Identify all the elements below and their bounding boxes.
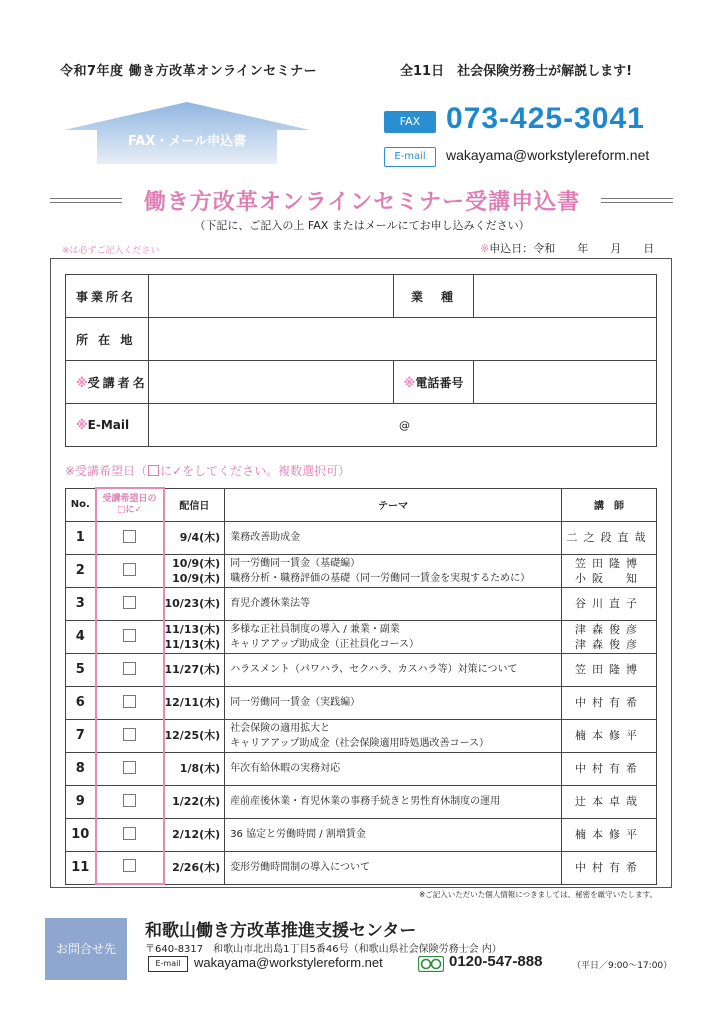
lecturer-cell	[562, 653, 657, 686]
lecturer-name: 津森俊彦	[575, 622, 643, 636]
applicant-info-table	[65, 274, 657, 447]
checkbox-cell	[96, 587, 164, 620]
address-field[interactable]	[149, 318, 657, 361]
row-number: 1	[66, 521, 96, 554]
lecturer-cell	[562, 785, 657, 818]
col-header-theme: テーマ	[225, 488, 562, 521]
lecturer-cell	[562, 554, 657, 587]
seminar-theme: 社会保険の適用拡大と	[230, 722, 331, 734]
checkbox-cell	[96, 620, 164, 653]
seminar-theme: 業務改善助成金	[230, 532, 301, 543]
theme-cell	[225, 521, 562, 554]
theme-cell	[225, 851, 562, 884]
lecturer-cell	[562, 521, 657, 554]
lecturer-cell	[562, 851, 657, 884]
row-number: 9	[66, 785, 96, 818]
lecturer-name: 小阪 知	[575, 571, 643, 585]
attend-checkbox[interactable]	[123, 859, 136, 872]
checkbox-cell	[96, 686, 164, 719]
attend-checkbox[interactable]	[123, 662, 136, 675]
col-header-date: 配信日	[164, 488, 225, 521]
theme-cell	[225, 686, 562, 719]
checkbox-cell	[96, 818, 164, 851]
lecturer-cell	[562, 719, 657, 752]
lecturer-name: 中村有希	[575, 696, 643, 709]
support-center-name: 和歌山働き方改革推進支援センター	[145, 921, 417, 941]
delivery-date: 10/9(木)	[172, 556, 221, 570]
preference-note-suffix: に✓をしてください。複数選択可）	[160, 464, 351, 478]
schedule-row	[66, 587, 657, 620]
schedule-row	[66, 851, 657, 884]
seminar-schedule-table	[65, 487, 657, 885]
delivery-date: 10/23(木)	[164, 597, 221, 610]
schedule-row	[66, 785, 657, 818]
lecturer-name: 笠田隆博	[575, 663, 643, 676]
lecturer-cell	[562, 620, 657, 653]
seminar-series-subtitle: 全11日 社会保険労務士が解説します!	[400, 64, 633, 79]
required-mark: ※	[76, 375, 88, 390]
date-cell	[164, 752, 225, 785]
row-number: 5	[66, 653, 96, 686]
delivery-date: 11/27(木)	[164, 663, 221, 676]
industry-label: 業 種	[394, 275, 474, 318]
footer-phone[interactable]: 0120-547-888	[449, 953, 543, 970]
lecturer-cell	[562, 587, 657, 620]
at-sign: @	[399, 418, 410, 432]
preference-note-prefix: ※受講希望日（	[65, 464, 148, 478]
theme-cell	[225, 785, 562, 818]
industry-field[interactable]	[474, 275, 657, 318]
seminar-theme: 年次有給休暇の実務対応	[230, 763, 341, 774]
attend-checkbox[interactable]	[123, 596, 136, 609]
attend-checkbox[interactable]	[123, 761, 136, 774]
theme-cell	[225, 818, 562, 851]
checkbox-icon	[148, 465, 159, 476]
required-mark: ※	[480, 242, 490, 255]
attend-checkbox[interactable]	[123, 728, 136, 741]
email-label: E-Mail	[87, 418, 130, 432]
delivery-date: 11/13(木)	[164, 637, 221, 651]
theme-cell	[225, 554, 562, 587]
lecturer-name: 中村有希	[575, 762, 643, 775]
lecturer-name: 津森俊彦	[575, 637, 643, 651]
support-center-address: 〒640-8317 和歌山市北出島1丁目5番46号（和歌山県社会保険労務士会 内）	[145, 944, 502, 955]
row-number: 10	[66, 818, 96, 851]
schedule-row	[66, 686, 657, 719]
seminar-theme: 産前産後休業・育児休業の事務手続きと男性育休制度の運用	[230, 796, 501, 807]
application-date	[480, 240, 654, 256]
attendee-name-field[interactable]	[149, 361, 394, 404]
theme-cell	[225, 653, 562, 686]
fax-badge: FAX	[384, 111, 436, 133]
theme-cell	[225, 752, 562, 785]
office-name-label: 事業所名	[66, 275, 149, 318]
checkbox-cell	[96, 752, 164, 785]
row-number: 2	[66, 554, 96, 587]
delivery-date: 1/8(木)	[179, 762, 221, 775]
preference-note	[65, 462, 350, 479]
checkbox-cell	[96, 554, 164, 587]
form-instructions: （下記に、ご記入の上 FAX またはメールにてお申し込みください）	[194, 219, 530, 232]
lecturer-name: 谷川直子	[575, 597, 643, 610]
required-mark: ※	[76, 418, 88, 432]
attend-checkbox[interactable]	[123, 563, 136, 576]
col-header-lecturer: 講 師	[562, 488, 657, 521]
attend-checkbox[interactable]	[123, 530, 136, 543]
date-cell	[164, 851, 225, 884]
checkbox-cell	[96, 521, 164, 554]
theme-cell	[225, 587, 562, 620]
fax-number: 073-425-3041	[446, 102, 645, 135]
business-hours: （平日／9:00～17:00）	[572, 961, 673, 971]
seminar-theme: 同一労働同一賃金（基礎編）	[230, 557, 361, 569]
col-header-check-line1: 受講希望日の	[102, 493, 157, 504]
date-cell	[164, 620, 225, 653]
footer-email-badge: E-mail	[148, 956, 188, 972]
seminar-theme: ハラスメント（パワハラ、セクハラ、カスハラ等）対策について	[230, 664, 518, 675]
schedule-row	[66, 653, 657, 686]
delivery-date: 12/11(木)	[164, 696, 221, 709]
attend-checkbox[interactable]	[123, 827, 136, 840]
phone-field[interactable]	[474, 361, 657, 404]
delivery-date: 2/26(木)	[172, 861, 221, 874]
seminar-theme: 職務分析・職務評価の基礎（同一労働同一賃金を実現するために）	[230, 572, 531, 584]
schedule-row	[66, 620, 657, 653]
attend-checkbox[interactable]	[123, 794, 136, 807]
checkbox-cell	[96, 785, 164, 818]
schedule-row	[66, 719, 657, 752]
seminar-theme: 同一労働同一賃金（実践編）	[230, 697, 361, 708]
row-number: 3	[66, 587, 96, 620]
col-header-check-line2: □に✓	[116, 504, 143, 515]
seminar-theme: 多様な正社員制度の導入 / 兼業・副業	[230, 623, 400, 635]
schedule-row	[66, 554, 657, 587]
lecturer-cell	[562, 752, 657, 785]
phone-label: 電話番号	[415, 375, 464, 390]
lecturer-name: 二之段直哉	[566, 531, 652, 544]
row-number: 6	[66, 686, 96, 719]
col-header-check	[96, 488, 164, 521]
lecturer-cell	[562, 686, 657, 719]
checkbox-cell	[96, 719, 164, 752]
delivery-date: 1/22(木)	[172, 795, 221, 808]
freedial-icon	[418, 956, 444, 972]
seminar-theme: 変形労働時間制の導入について	[230, 862, 370, 873]
contact-label-box: お問合せ先	[45, 918, 127, 980]
email-address[interactable]: wakayama@workstylereform.net	[446, 147, 650, 163]
date-cell	[164, 785, 225, 818]
address-label: 所 在 地	[66, 318, 149, 361]
office-name-field[interactable]	[149, 275, 394, 318]
date-cell	[164, 653, 225, 686]
row-number: 7	[66, 719, 96, 752]
row-number: 8	[66, 752, 96, 785]
seminar-theme: 育児介護休業法等	[230, 598, 311, 609]
email-badge: E-mail	[384, 147, 436, 167]
delivery-date: 9/4(木)	[179, 531, 221, 544]
schedule-row	[66, 818, 657, 851]
delivery-date: 12/25(木)	[164, 729, 221, 742]
email-field[interactable]	[149, 404, 657, 447]
form-title: 働き方改革オンラインセミナー受講申込書	[143, 190, 581, 215]
seminar-theme: キャリアアップ助成金（社会保険適用時処遇改善コース）	[230, 737, 489, 749]
schedule-row	[66, 521, 657, 554]
date-cell	[164, 686, 225, 719]
checkbox-cell	[96, 851, 164, 884]
attendee-name-label: 受講者名	[87, 375, 148, 390]
date-cell	[164, 818, 225, 851]
row-number: 11	[66, 851, 96, 884]
seminar-series-title: 令和7年度 働き方改革オンラインセミナー	[60, 64, 318, 79]
attend-checkbox[interactable]	[123, 695, 136, 708]
lecturer-cell	[562, 818, 657, 851]
seminar-theme: キャリアアップ助成金（正社員化コース）	[230, 638, 419, 650]
theme-cell	[225, 620, 562, 653]
lecturer-name: 楠本修平	[575, 828, 643, 841]
date-cell	[164, 554, 225, 587]
row-number: 4	[66, 620, 96, 653]
col-header-no: No.	[66, 488, 96, 521]
delivery-date: 10/9(木)	[172, 571, 221, 585]
theme-cell	[225, 719, 562, 752]
privacy-note: ※ご記入いただいた個人情報につきましては、秘密を厳守いたします。	[418, 890, 657, 899]
footer-email[interactable]: wakayama@workstylereform.net	[194, 955, 383, 970]
date-cell	[164, 521, 225, 554]
required-mark: ※	[403, 375, 416, 390]
lecturer-name: 笠田隆博	[575, 556, 643, 570]
date-cell	[164, 587, 225, 620]
lecturer-name: 辻本卓哉	[575, 795, 643, 808]
required-note: ※は必ずご記入ください	[62, 246, 160, 256]
fax-mail-arrow-banner	[62, 100, 312, 164]
checkbox-cell	[96, 653, 164, 686]
lecturer-name: 中村有希	[575, 861, 643, 874]
fax-mail-form-label: FAX・メール申込書	[127, 134, 247, 149]
seminar-theme: 36 協定と労働時間 / 割増賃金	[230, 829, 366, 840]
application-date-label: 申込日：令和 年 月 日	[489, 242, 655, 255]
date-cell	[164, 719, 225, 752]
lecturer-name: 楠本修平	[575, 729, 643, 742]
delivery-date: 2/12(木)	[172, 828, 221, 841]
delivery-date: 11/13(木)	[164, 622, 221, 636]
schedule-row	[66, 752, 657, 785]
attend-checkbox[interactable]	[123, 629, 136, 642]
